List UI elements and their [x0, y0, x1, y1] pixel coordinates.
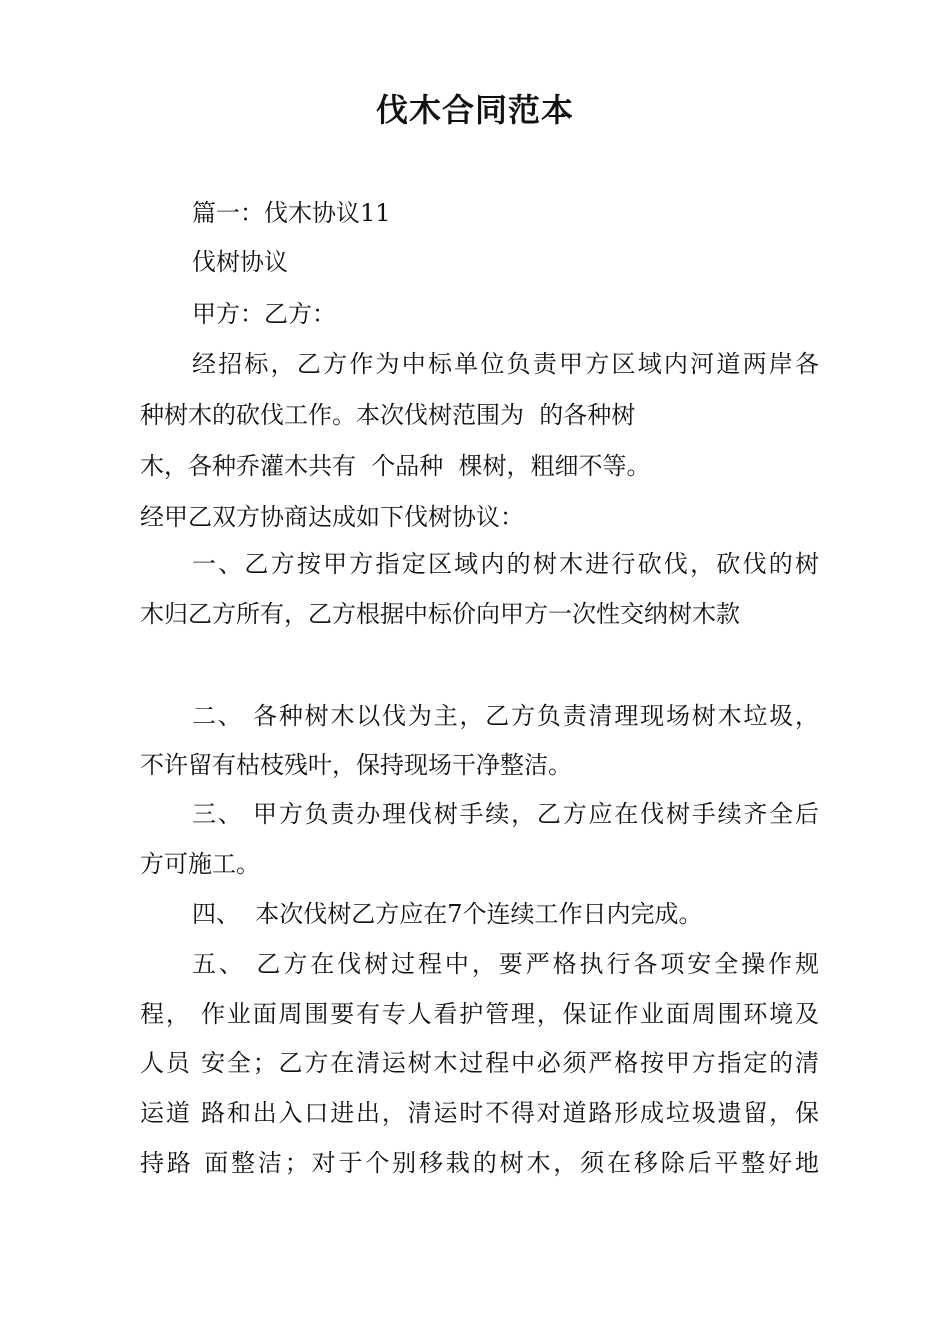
clause-3-line: 方可施工。 [140, 850, 260, 878]
clause-1-line: 木归乙方所有，乙方根据中标价向甲方一次性交纳树木款 [140, 600, 740, 628]
clause-1-line: 一、乙方按甲方指定区域内的树木进行砍伐，砍伐的树 [192, 550, 819, 578]
agreement-title: 伐树协议 [192, 248, 288, 276]
clause-5-line: 五、 乙方在伐树过程中，要严格执行各项安全操作规 [192, 950, 819, 978]
clause-4-line: 四、 本次伐树乙方应在7个连续工作日内完成。 [192, 900, 703, 928]
clause-5-line: 人员 安全；乙方在清运树木过程中必须严格按甲方指定的清 [140, 1049, 819, 1077]
parties-line: 甲方：乙方： [192, 300, 336, 328]
section-heading: 篇一：伐木协议11 [192, 199, 391, 227]
clause-2-line: 不许留有枯枝残叶，保持现场干净整洁。 [140, 751, 572, 779]
clause-5-line: 程， 作业面周围要有专人看护管理，保证作业面周围环境及 [140, 1000, 819, 1028]
clause-2-line: 二、 各种树木以伐为主，乙方负责清理现场树木垃圾， [192, 702, 819, 730]
paragraph-line: 木，各种乔灌木共有 个品种 棵树，粗细不等。 [140, 452, 651, 480]
document-title: 伐木合同范本 [375, 91, 574, 129]
paragraph-line: 经甲乙双方协商达成如下伐树协议： [140, 503, 524, 531]
paragraph-line: 种树木的砍伐工作。本次伐树范围为 的各种树 [140, 401, 636, 429]
paragraph-line: 经招标，乙方作为中标单位负责甲方区域内河道两岸各 [192, 350, 819, 378]
clause-5-line: 运道 路和出入口进出，清运时不得对道路形成垃圾遗留，保 [140, 1099, 819, 1127]
clause-5-line: 持路 面整洁；对于个别移栽的树木，须在移除后平整好地 [140, 1149, 819, 1177]
clause-3-line: 三、 甲方负责办理伐树手续，乙方应在伐树手续齐全后 [192, 800, 819, 828]
